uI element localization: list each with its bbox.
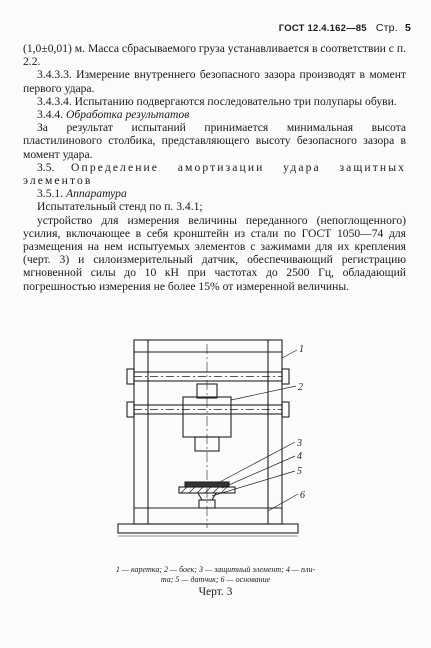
heading-3-5-1-title: Аппаратура [66, 187, 127, 201]
frame-outline [134, 340, 282, 524]
heading-3-5-1-number: 3.5.1. [37, 187, 64, 201]
label-3: 3 [297, 438, 302, 449]
heading-3-4-4-title: Обработка результатов [66, 108, 190, 122]
heading-3-5-number: 3.5. [37, 160, 55, 174]
heading-3-4-4-number: 3.4.4. [37, 108, 64, 122]
label-1: 1 [299, 344, 304, 355]
paragraph-mass: (1,0±0,01) м. Масса сбрасываемого груза устанавливается в соответствии с п. 2.2. [23, 42, 406, 69]
heading-3-5-title: Определение амортизации удара защитных элементов [23, 160, 406, 188]
protective-element [185, 482, 229, 487]
label-6: 6 [300, 490, 305, 501]
figure-3 [0, 328, 431, 648]
clamp-left-lower [127, 402, 134, 417]
clamp-right-lower [282, 402, 289, 417]
test-stand-drawing [0, 328, 431, 563]
paragraph-force-device: устройство для измерения величины переданного (непоглощенного) усилия, включающее в себя кронштейн из стали по ГОСТ 1050—74 для размещения на нем испытуемых элементов с зажимами для их крепления (черт. 3) и силоизмерительный датчик, обеспечивающий регистрацию мгновенной силы до 10 кН при частотах до 2500 Гц, обладающий погрешностью измерения не более 15% от измеренной величины. [23, 213, 406, 293]
page-label: Стр. [375, 22, 398, 34]
paragraph-3-4-3-4: 3.4.3.4. Испытанию подвергаются последовательно три полупары обуви. [37, 94, 397, 108]
document-body [23, 42, 406, 293]
clamp-right-upper [282, 369, 289, 384]
label-2: 2 [298, 382, 303, 393]
base-foot [118, 524, 298, 533]
standard-number: ГОСТ 12.4.162—85 [278, 23, 367, 34]
paragraph-test-stand: Испытательный стенд по п. 3.4.1; [37, 200, 203, 214]
caption-line-1: 1 — каретка; 2 — боек; 3 — защитный элемент; 4 — пли- [115, 565, 316, 574]
label-4: 4 [297, 451, 302, 462]
figure-title: Черт. 3 [198, 586, 233, 598]
label-5: 5 [297, 466, 302, 477]
clamp-left-upper [127, 369, 134, 384]
heading-3-5 [23, 161, 406, 187]
page-header [279, 22, 411, 34]
paragraph-result: За результат испытаний принимается минимальная высота пластилинового столбика, представляющего высоту безопасного зазора в момент удара. [23, 121, 406, 161]
caption-line-2: та; 5 — датчик; 6 — основание [160, 574, 271, 584]
paragraph-3-4-3-3: 3.4.3.3. Измерение внутреннего безопасного зазора производят в момент первого удара. [23, 68, 406, 95]
page-number: 5 [404, 22, 411, 34]
heading-3-4-4 [23, 108, 406, 121]
heading-3-5-1 [23, 187, 406, 200]
figure-caption [0, 565, 431, 584]
